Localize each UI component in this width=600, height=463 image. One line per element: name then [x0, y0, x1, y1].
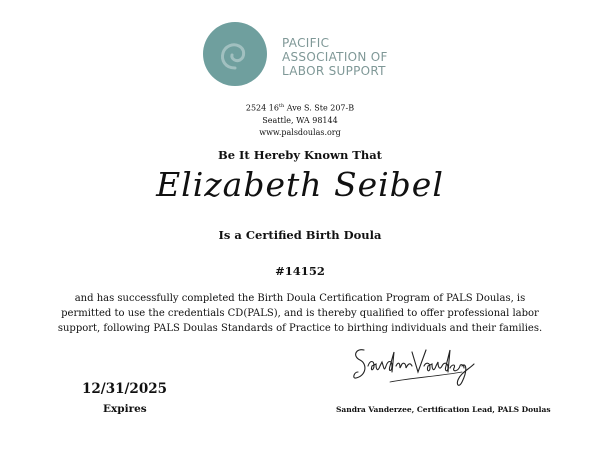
- logo-line-2: ASSOCIATION OF: [282, 50, 388, 64]
- certificate-body: and has successfully completed the Birth Doula Certification Program of PALS Doulas, is permitted to use the credentials CD(PALS), and is thereby qualified to offer professional labor support, following PALS Doulas Standards of Practice to birthing individuals and their families.: [57, 293, 543, 334]
- signer-name: Sandra Vanderzee, Certification Lead, PALS Doulas: [336, 405, 551, 414]
- website-text: www.palsdoulas.org: [259, 127, 341, 137]
- street-address: 2524 16th Ave S. Ste 207-B: [245, 103, 355, 113]
- logo-swirl-icon: [203, 22, 267, 86]
- logo-line-1: PACIFIC: [282, 36, 330, 50]
- logo-line-3: LABOR SUPPORT: [282, 64, 386, 78]
- signature-image: [350, 342, 480, 394]
- certification-title: Is a Certified Birth Doula: [218, 228, 382, 242]
- expiry-label: Expires: [103, 403, 147, 415]
- certificate-number: #14152: [275, 264, 325, 278]
- logo-wordmark: [282, 36, 412, 78]
- city-line: Seattle, WA 98144: [262, 115, 338, 125]
- certificate-heading: Be It Hereby Known That: [218, 148, 382, 162]
- address-block: [0, 100, 600, 139]
- pals-logo: [203, 22, 393, 92]
- expiry-date: 12/31/2025: [82, 381, 168, 397]
- recipient-name: Elizabeth Seibel: [156, 165, 444, 204]
